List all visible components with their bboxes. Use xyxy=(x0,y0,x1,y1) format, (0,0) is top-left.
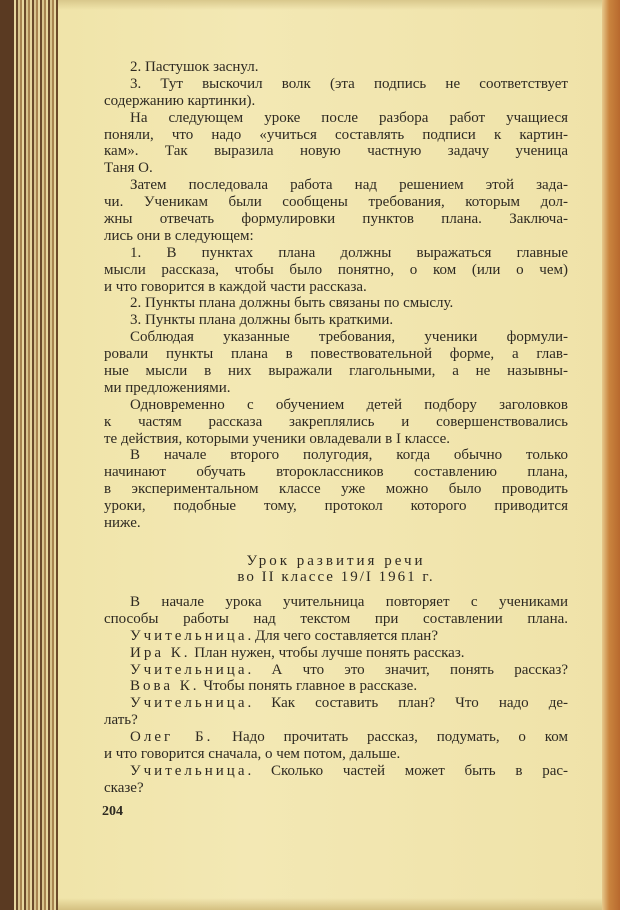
line-text: и что говорится сначала, о чем потом, дальше. xyxy=(104,746,401,763)
text-line xyxy=(104,160,568,177)
speaker-name: Олег Б. xyxy=(130,729,214,746)
text-line xyxy=(104,481,568,498)
line-text: мысли рассказа, чтобы было понятно, о ком (или о чем) xyxy=(104,261,568,278)
line-text: В начале второго полугодия, когда обычно только xyxy=(130,447,568,464)
line-text: Чтобы понять главное в рассказе. xyxy=(199,678,418,695)
line-text: 3. Пункты плана должны быть краткими. xyxy=(130,312,394,329)
text-line xyxy=(104,329,568,346)
page-bottom-shadow xyxy=(58,898,602,910)
text-line xyxy=(104,695,568,712)
text-line xyxy=(104,194,568,211)
text-line xyxy=(104,279,568,296)
line-text: те действия, которыми ученики овладевали в I классе. xyxy=(104,430,451,447)
speaker-name: Учительница xyxy=(130,627,248,644)
text-line xyxy=(104,414,568,431)
section-heading-line1: Урок развития речи xyxy=(246,553,426,569)
line-text: 3. Тут выскочил волк (эта подпись не соответствует xyxy=(130,75,568,92)
text-line xyxy=(104,295,568,312)
text-line xyxy=(104,763,568,780)
text-line xyxy=(104,245,568,262)
text-line xyxy=(104,346,568,363)
section-heading-line2: во II классе 19/I 1961 г. xyxy=(237,569,435,585)
page-right-edge xyxy=(602,0,620,910)
text-line xyxy=(104,447,568,464)
text-line xyxy=(104,397,568,414)
line-text: поняли, что надо «учиться составлять подписи к картин- xyxy=(104,126,568,143)
line-text: Затем последовала работа над решением этой зада- xyxy=(130,177,568,194)
line-text: кам». Так выразила новую частную задачу ученица xyxy=(104,143,568,160)
text-line xyxy=(104,76,568,93)
speaker-name: Вова К. xyxy=(130,678,200,695)
text-line xyxy=(104,594,568,611)
line-text: . А что это значит, понять рассказ? xyxy=(247,661,568,678)
line-text: чи. Ученикам были сообщены требования, которым дол- xyxy=(104,194,568,211)
line-text: Надо прочитать рассказ, подумать, о ком xyxy=(213,729,568,746)
line-text: лать? xyxy=(104,712,138,729)
text-line xyxy=(104,780,568,797)
line-text: начинают обучать второклассников составлению плана, xyxy=(104,464,568,481)
text-line xyxy=(104,228,568,245)
page-number: 204 xyxy=(102,804,123,819)
line-text: . Сколько частей может быть в рас- xyxy=(247,762,568,779)
text-line xyxy=(104,678,568,695)
text-line xyxy=(104,211,568,228)
line-text: ные мысли в них выражали глагольными, а не назывны- xyxy=(104,363,568,380)
text-line xyxy=(104,662,568,679)
text-line xyxy=(104,746,568,763)
text-line xyxy=(104,645,568,662)
text-line xyxy=(104,729,568,746)
line-text: План нужен, чтобы лучше понять рассказ. xyxy=(190,644,465,661)
line-text: Соблюдая указанные требования, ученики формули- xyxy=(130,329,568,346)
text-line xyxy=(104,363,568,380)
text-line xyxy=(104,380,568,397)
speaker-name: Ира К. xyxy=(130,644,191,661)
text-line xyxy=(104,143,568,160)
page-top-shadow xyxy=(58,0,602,10)
book-spine-edge xyxy=(0,0,58,910)
line-text: и что говорится в каждой части рассказа. xyxy=(104,278,367,295)
text-line xyxy=(104,464,568,481)
line-text: 2. Пункты плана должны быть связаны по смыслу. xyxy=(130,295,454,312)
speaker-name: Учительница xyxy=(130,762,248,779)
body-text-dialogue xyxy=(104,594,568,797)
text-line xyxy=(104,177,568,194)
line-text: сказе? xyxy=(104,779,144,796)
text-line xyxy=(104,312,568,329)
line-text: ми предложениями. xyxy=(104,379,231,396)
text-line xyxy=(104,712,568,729)
line-text: Одновременно с обучением детей подбору заголовков xyxy=(130,396,568,413)
line-text: В начале урока учительница повторяет с учениками xyxy=(130,594,568,610)
text-line xyxy=(104,110,568,127)
line-text: ровали пункты плана в повествовательной форме, а глав- xyxy=(104,346,568,363)
line-text: . Как составить план? Что надо де- xyxy=(247,695,568,712)
line-text: лись они в следующем: xyxy=(104,227,254,244)
line-text: в экспериментальном классе уже можно было проводить xyxy=(104,481,568,498)
line-text: ниже. xyxy=(104,515,141,532)
text-line xyxy=(104,93,568,110)
text-line xyxy=(104,628,568,645)
line-text: Таня О. xyxy=(104,160,153,177)
line-text: уроки, подобные тому, протокол которого приводится xyxy=(104,498,568,515)
text-line xyxy=(104,498,568,515)
speaker-name: Учительница xyxy=(130,695,248,712)
line-text: содержанию картинки). xyxy=(104,92,256,109)
text-line xyxy=(104,515,568,532)
line-text: На следующем уроке после разбора работ учащиеся xyxy=(130,109,568,126)
line-text: способы работы над текстом при составлении плана. xyxy=(104,610,568,627)
text-line xyxy=(104,431,568,448)
line-text: . Для чего составляется план? xyxy=(247,627,438,644)
text-line xyxy=(104,611,568,628)
text-line xyxy=(104,127,568,144)
line-text: 1. В пунктах плана должны выражаться главные xyxy=(130,244,568,261)
line-text: 2. Пастушок заснул. xyxy=(130,59,259,75)
line-text: к частям рассказа закреплялись и совершенствовались xyxy=(104,413,568,430)
text-line xyxy=(104,59,568,76)
text-line xyxy=(104,262,568,279)
speaker-name: Учительница xyxy=(130,661,248,678)
body-text-top xyxy=(104,59,568,532)
line-text: жны отвечать формулировки пунктов плана. Заключа- xyxy=(104,211,568,228)
